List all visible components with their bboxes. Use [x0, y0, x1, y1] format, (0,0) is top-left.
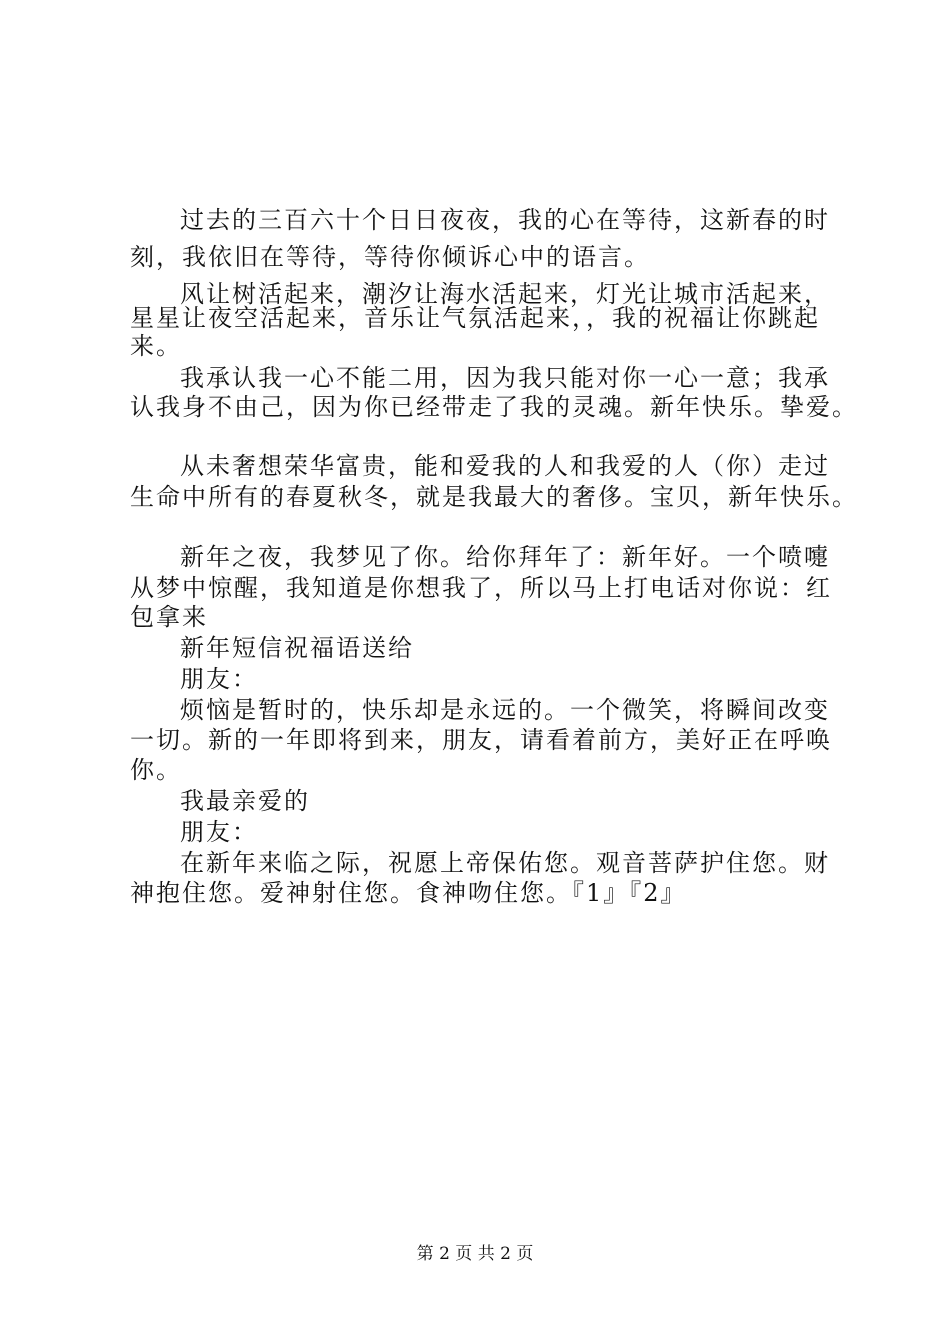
text-line: 风让树活起来，潮汐让海水活起来，灯光让城市活起来， — [180, 280, 830, 308]
text-line: 新年短信祝福语送给 — [180, 634, 414, 662]
text-line: 我最亲爱的 — [180, 787, 310, 815]
text-line: 来。 — [130, 332, 182, 360]
text-line: 朋友： — [180, 818, 258, 846]
text-line: 生命中所有的春夏秋冬，就是我最大的奢侈。宝贝，新年快乐。 — [130, 483, 858, 511]
page-number-footer: 第 2 页 共 2 页 — [416, 1244, 534, 1264]
text-line: 我承认我一心不能二用，因为我只能对你一心一意；我承 — [180, 364, 830, 392]
text-line: 星星让夜空活起来，音乐让气氛活起来，，我的祝福让你跳起 — [130, 304, 820, 332]
text-line: 刻，我依旧在等待，等待你倾诉心中的语言。 — [130, 243, 650, 271]
text-line: 在新年来临之际，祝愿上帝保佑您。观音菩萨护住您。财 — [180, 849, 830, 877]
text-line: 你。 — [130, 756, 182, 784]
text-line: 朋友： — [180, 665, 258, 693]
text-line: 从梦中惊醒，我知道是你想我了，所以马上打电话对你说：红 — [130, 574, 832, 602]
text-line: 一切。新的一年即将到来，朋友，请看着前方，美好正在呼唤 — [130, 726, 832, 754]
text-line: 新年之夜，我梦见了你。给你拜年了：新年好。一个喷嚏 — [180, 543, 830, 571]
text-line: 认我身不由己，因为你已经带走了我的灵魂。新年快乐。挚爱。 — [130, 393, 858, 421]
text-line: 包拿来 — [130, 603, 208, 631]
text-line: 从未奢想荣华富贵，能和爱我的人和我爱的人（你）走过 — [180, 452, 830, 480]
text-line: 烦恼是暂时的，快乐却是永远的。一个微笑，将瞬间改变 — [180, 696, 830, 724]
text-line: 过去的三百六十个日日夜夜，我的心在等待，这新春的时 — [180, 206, 830, 234]
text-line: 神抱住您。爱神射住您。食神吻住您。『1』『2』 — [130, 879, 687, 907]
